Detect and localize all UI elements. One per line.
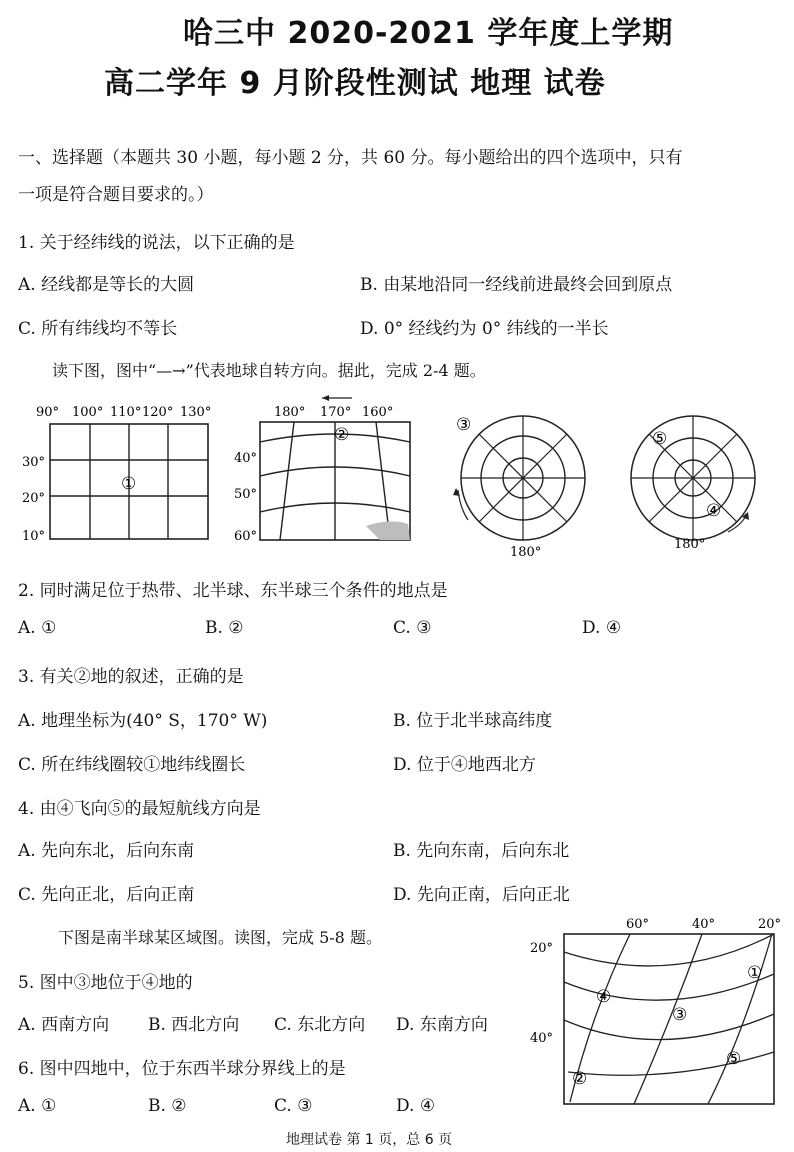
fig3-bottom-label: 180° <box>510 545 542 558</box>
q3-option-a: A. 地理坐标为(40° S，170° W) <box>18 711 268 731</box>
q6-option-a: A. ① <box>18 1096 57 1116</box>
fig4-point-4: ④ <box>706 501 722 521</box>
q3-option-d: D. 位于④地西北方 <box>393 755 536 775</box>
fig1-left-label: 20° <box>22 491 46 506</box>
fig3-point-3: ③ <box>456 415 472 435</box>
fig5-point-1: ① <box>747 963 763 983</box>
q4-option-b: B. 先向东南，后向东北 <box>393 841 570 861</box>
fig2-top-label: 160° <box>362 405 394 420</box>
fig1-top-label: 130° <box>180 405 212 420</box>
q6-option-d: D. ④ <box>396 1096 436 1116</box>
q3-option-b: B. 位于北半球高纬度 <box>393 711 553 731</box>
q4-option-c: C. 先向正北，后向正南 <box>18 885 195 905</box>
q5-option-c: C. 东北方向 <box>274 1015 366 1035</box>
fig1-top-label: 90° <box>36 405 60 420</box>
fig5-point-3: ③ <box>672 1005 688 1025</box>
fig2-point-2: ② <box>334 425 350 445</box>
q2-option-b: B. ② <box>205 618 244 638</box>
fig5-left-label: 40° <box>530 1031 554 1046</box>
fig1-top-label: 120° <box>142 405 174 420</box>
q2-option-d: D. ④ <box>582 618 622 638</box>
q2-option-a: A. ① <box>18 618 57 638</box>
fig1-top-label: 110° <box>110 405 142 420</box>
fig4-bottom-label: 180° <box>674 537 706 552</box>
q5-option-a: A. 西南方向 <box>18 1015 110 1035</box>
q3-option-c: C. 所在纬线圈较①地纬线圈长 <box>18 755 246 775</box>
fig5-top-label: 60° <box>626 917 650 932</box>
figure-polar-view-3 <box>448 408 598 558</box>
q1-stem: 1. 关于经纬线的说法，以下正确的是 <box>18 233 295 253</box>
fig5-point-5: ⑤ <box>726 1049 742 1069</box>
fig1-point-1: ① <box>121 474 137 494</box>
q4-stem: 4. 由④飞向⑤的最短航线方向是 <box>18 799 261 819</box>
q1-option-a: A. 经线都是等长的大圆 <box>18 275 195 295</box>
fig5-point-2: ② <box>572 1069 588 1089</box>
q4-option-d: D. 先向正南，后向正北 <box>393 885 570 905</box>
q3-stem: 3. 有关②地的叙述，正确的是 <box>18 667 244 687</box>
fig2-top-label: 170° <box>320 405 352 420</box>
q5-option-d: D. 东南方向 <box>396 1015 488 1035</box>
fig1-left-label: 10° <box>22 529 46 544</box>
fig2-left-label: 50° <box>234 487 258 502</box>
instruction-5-8: 下图是南半球某区域图。读图，完成 5-8 题。 <box>58 928 382 947</box>
q2-option-c: C. ③ <box>393 618 432 638</box>
fig2-top-label: 180° <box>274 405 306 420</box>
q1-option-d: D. 0° 经线约为 0° 纬线的一半长 <box>360 319 609 339</box>
q2-stem: 2. 同时满足位于热带、北半球、东半球三个条件的地点是 <box>18 581 448 601</box>
title-line-1: 哈三中 2020-2021 学年度上学期 <box>183 16 674 51</box>
q1-option-b: B. 由某地沿同一经线前进最终会回到原点 <box>360 275 673 295</box>
q1-option-c: C. 所有纬线均不等长 <box>18 319 178 339</box>
figure-southern-hemisphere-region <box>522 912 790 1112</box>
fig2-left-label: 60° <box>234 529 258 544</box>
figure-polar-view-4 <box>618 408 768 558</box>
figure-grid-map <box>18 398 228 548</box>
fig5-top-label: 40° <box>692 917 716 932</box>
fig1-left-label: 30° <box>22 455 46 470</box>
q5-option-b: B. 西北方向 <box>148 1015 240 1035</box>
fig5-top-label: 20° <box>758 917 782 932</box>
page-footer: 地理试卷 第 1 页，总 6 页 <box>286 1132 453 1148</box>
q6-stem: 6. 图中四地中，位于东西半球分界线上的是 <box>18 1059 346 1079</box>
figure-curved-grid-map <box>230 390 420 550</box>
title-line-2: 高二学年 9 月阶段性测试 地理 试卷 <box>104 66 606 101</box>
fig5-point-4: ④ <box>596 987 612 1007</box>
q6-option-b: B. ② <box>148 1096 187 1116</box>
q6-option-c: C. ③ <box>274 1096 313 1116</box>
q5-stem: 5. 图中③地位于④地的 <box>18 973 193 993</box>
instruction-2-4: 读下图，图中“—→”代表地球自转方向。据此，完成 2-4 题。 <box>52 361 486 380</box>
fig2-left-label: 40° <box>234 451 258 466</box>
q4-option-a: A. 先向东北，后向东南 <box>18 841 195 861</box>
section-instruction-line-1: 一、选择题（本题共 30 小题，每小题 2 分，共 60 分。每小题给出的四个选项中，只有 <box>18 148 683 168</box>
section-instruction-line-2: 一项是符合题目要求的。） <box>18 185 214 205</box>
fig4-point-5: ⑤ <box>652 429 668 449</box>
fig5-left-label: 20° <box>530 941 554 956</box>
fig1-top-label: 100° <box>72 405 104 420</box>
